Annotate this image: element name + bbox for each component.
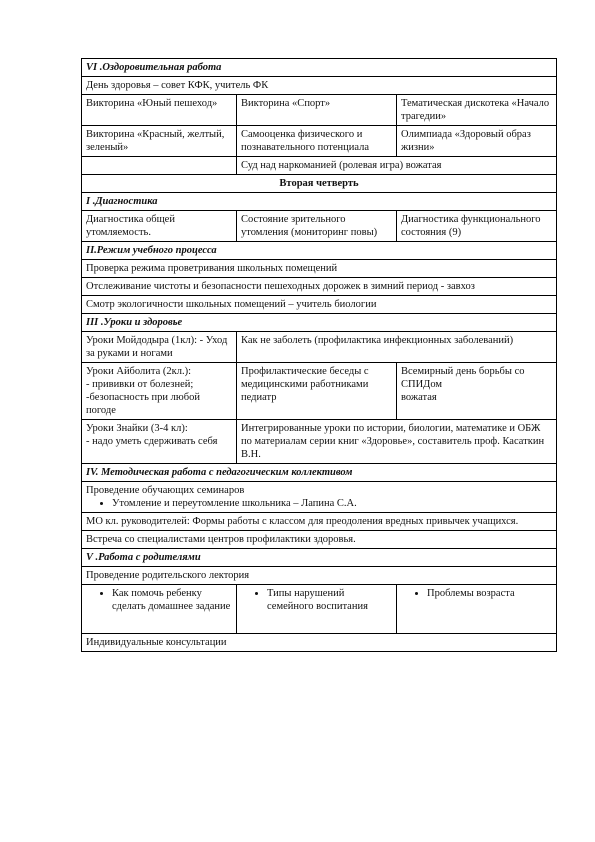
bullet-list bbox=[241, 587, 392, 613]
table-row: Индивидуальные консультации bbox=[82, 634, 557, 652]
table-cell bbox=[237, 363, 397, 420]
cell-note: вожатая bbox=[401, 392, 437, 403]
table-cell: Самооценка физического и познавательного потенциала bbox=[237, 126, 397, 157]
table-row bbox=[82, 482, 557, 513]
table-cell: Диагностика функционального состояния (9) bbox=[397, 211, 557, 242]
plan-table bbox=[81, 58, 557, 652]
table-row: МО кл. руководителей: Формы работы с классом для преодоления вредных привычек учащихся. bbox=[82, 513, 557, 531]
table-cell bbox=[397, 585, 557, 634]
bullet-list bbox=[86, 497, 552, 510]
table-cell: Состояние зрительного утомления (мониторинг повы) bbox=[237, 211, 397, 242]
table-cell: Уроки Айболита (2кл.): - прививки от болезней; -безопасность при любой погоде bbox=[82, 363, 237, 420]
section-title-vi: VI .Оздоровительная работа bbox=[82, 59, 557, 77]
list-item: • Типы нарушений семейного воспитания bbox=[267, 587, 392, 613]
table-cell bbox=[237, 585, 397, 634]
bullet-list bbox=[86, 587, 232, 613]
table-row: День здоровья – совет КФК, учитель ФК bbox=[82, 77, 557, 95]
table-cell: Суд над наркоманией (ролевая игра) вожатая bbox=[237, 157, 557, 175]
table-row: Проверка режима проветривания школьных помещений bbox=[82, 260, 557, 278]
table-cell: Тематическая дискотека «Начало трагедии» bbox=[397, 95, 557, 126]
list-item: • Проблемы возраста bbox=[427, 587, 552, 600]
table-cell bbox=[82, 585, 237, 634]
section-title-v: V .Работа с родителями bbox=[82, 549, 557, 567]
section-title-iii: III .Уроки и здоровье bbox=[82, 314, 557, 332]
cell-text: Профилактические беседы с медицинскими работниками bbox=[241, 366, 369, 390]
table-cell: Викторина «Красный, желтый, зеленый» bbox=[82, 126, 237, 157]
table-cell bbox=[397, 363, 557, 420]
cell-note: педиатр bbox=[241, 392, 277, 403]
section-title-ii: II.Режим учебного процесса bbox=[82, 242, 557, 260]
table-row: Проведение родительского лектория bbox=[82, 567, 557, 585]
table-cell: Викторина «Юный пешеход» bbox=[82, 95, 237, 126]
list-item: • Утомление и переутомление школьника – Лапина С.А. bbox=[112, 497, 552, 510]
quarter-heading: Вторая четверть bbox=[82, 175, 557, 193]
empty-cell bbox=[82, 157, 237, 175]
table-row: Смотр экологичности школьных помещений – учитель биологии bbox=[82, 296, 557, 314]
section-title-i: I .Диагностика bbox=[82, 193, 557, 211]
table-cell: Как не заболеть (профилактика инфекционных заболеваний) bbox=[237, 332, 557, 363]
list-item: • Как помочь ребенку сделать домашнее задание bbox=[112, 587, 232, 613]
table-row: Отслеживание чистоты и безопасности пешеходных дорожек в зимний период - завхоз bbox=[82, 278, 557, 296]
table-cell: Диагностика общей утомляемость. bbox=[82, 211, 237, 242]
table-cell: Уроки Знайки (3-4 кл): - надо уметь сдерживать себя bbox=[82, 420, 237, 464]
cell-text: Проведение обучающих семинаров bbox=[86, 485, 245, 496]
bullet-list bbox=[401, 587, 552, 600]
table-cell: Уроки Мойдодыра (1кл): - Уход за руками и ногами bbox=[82, 332, 237, 363]
table-cell: Викторина «Спорт» bbox=[237, 95, 397, 126]
cell-text: Всемирный день борьбы со СПИДом bbox=[401, 366, 525, 390]
table-row: Встреча со специалистами центров профилактики здоровья. bbox=[82, 531, 557, 549]
section-title-iv: IV. Методическая работа с педагогическим коллективом bbox=[82, 464, 557, 482]
table-cell: Олимпиада «Здоровый образ жизни» bbox=[397, 126, 557, 157]
table-cell: Интегрированные уроки по истории, биологии, математике и ОБЖ по материалам серии книг «Здоровье», составитель проф. Касаткин В.Н. bbox=[237, 420, 557, 464]
